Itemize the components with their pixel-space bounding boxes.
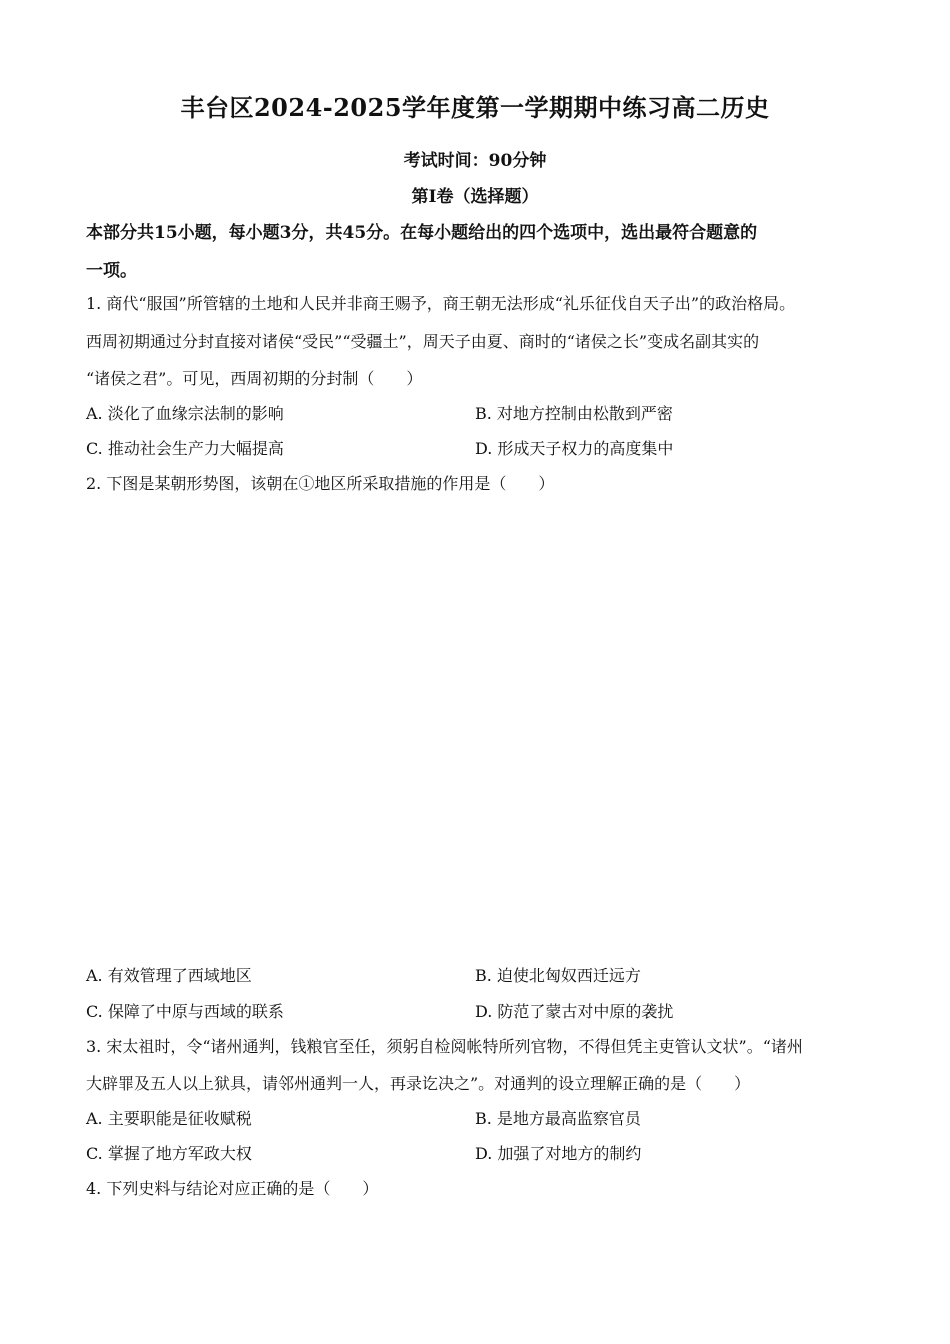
page-title: 丰台区2024-2025学年度第一学期期中练习高二历史 [180, 93, 770, 122]
question-1-line-1: 1. 商代“服国”所管辖的土地和人民并非商王赐予，商王朝无法形成“礼乐征伐自天子出”的政治格局。 [86, 294, 796, 313]
section-heading: 第I卷（选择题） [411, 187, 539, 207]
question-1-line-3: “诸侯之君”。可见，西周初期的分封制（ ） [86, 369, 423, 388]
question-2-option-d: D. 防范了蒙古对中原的袭扰 [475, 1002, 674, 1021]
question-2-option-a: A. 有效管理了西域地区 [86, 966, 252, 985]
question-2-line-1: 2. 下图是某朝形势图，该朝在①地区所采取措施的作用是（ ） [86, 474, 555, 493]
question-2-map-placeholder [86, 500, 866, 950]
question-1-option-c: C. 推动社会生产力大幅提高 [86, 439, 284, 458]
question-3-option-d: D. 加强了对地方的制约 [475, 1144, 642, 1163]
question-1-line-2: 西周初期通过分封直接对诸侯“受民”“受疆土”，周天子由夏、商时的“诸侯之长”变成名副其实的 [86, 332, 760, 351]
question-3-option-a: A. 主要职能是征收赋税 [86, 1109, 252, 1128]
question-4-line-1: 4. 下列史料与结论对应正确的是（ ） [86, 1179, 379, 1198]
question-2-option-b: B. 迫使北匈奴西迁远方 [475, 966, 641, 985]
question-2-option-c: C. 保障了中原与西域的联系 [86, 1002, 284, 1021]
question-3-line-1: 3. 宋太祖时，令“诸州通判，钱粮官至任，须躬自检阅帐特所列官物，不得但凭主吏管认文状”。“诸州 [86, 1037, 803, 1056]
question-1-option-b: B. 对地方控制由松散到严密 [475, 404, 673, 423]
question-3-option-b: B. 是地方最高监察官员 [475, 1109, 641, 1128]
exam-time: 考试时间：90分钟 [403, 151, 547, 171]
instructions-line-1: 本部分共15小题，每小题3分，共45分。在每小题给出的四个选项中，选出最符合题意的 [86, 223, 758, 243]
question-3-line-2: 大辟罪及五人以上狱具，请邻州通判一人，再录讫决之”。对通判的设立理解正确的是（ ） [86, 1074, 751, 1093]
instructions-line-2: 一项。 [86, 261, 137, 281]
question-3-option-c: C. 掌握了地方军政大权 [86, 1144, 252, 1163]
question-1-option-a: A. 淡化了血缘宗法制的影响 [86, 404, 284, 423]
question-1-option-d: D. 形成天子权力的高度集中 [475, 439, 674, 458]
